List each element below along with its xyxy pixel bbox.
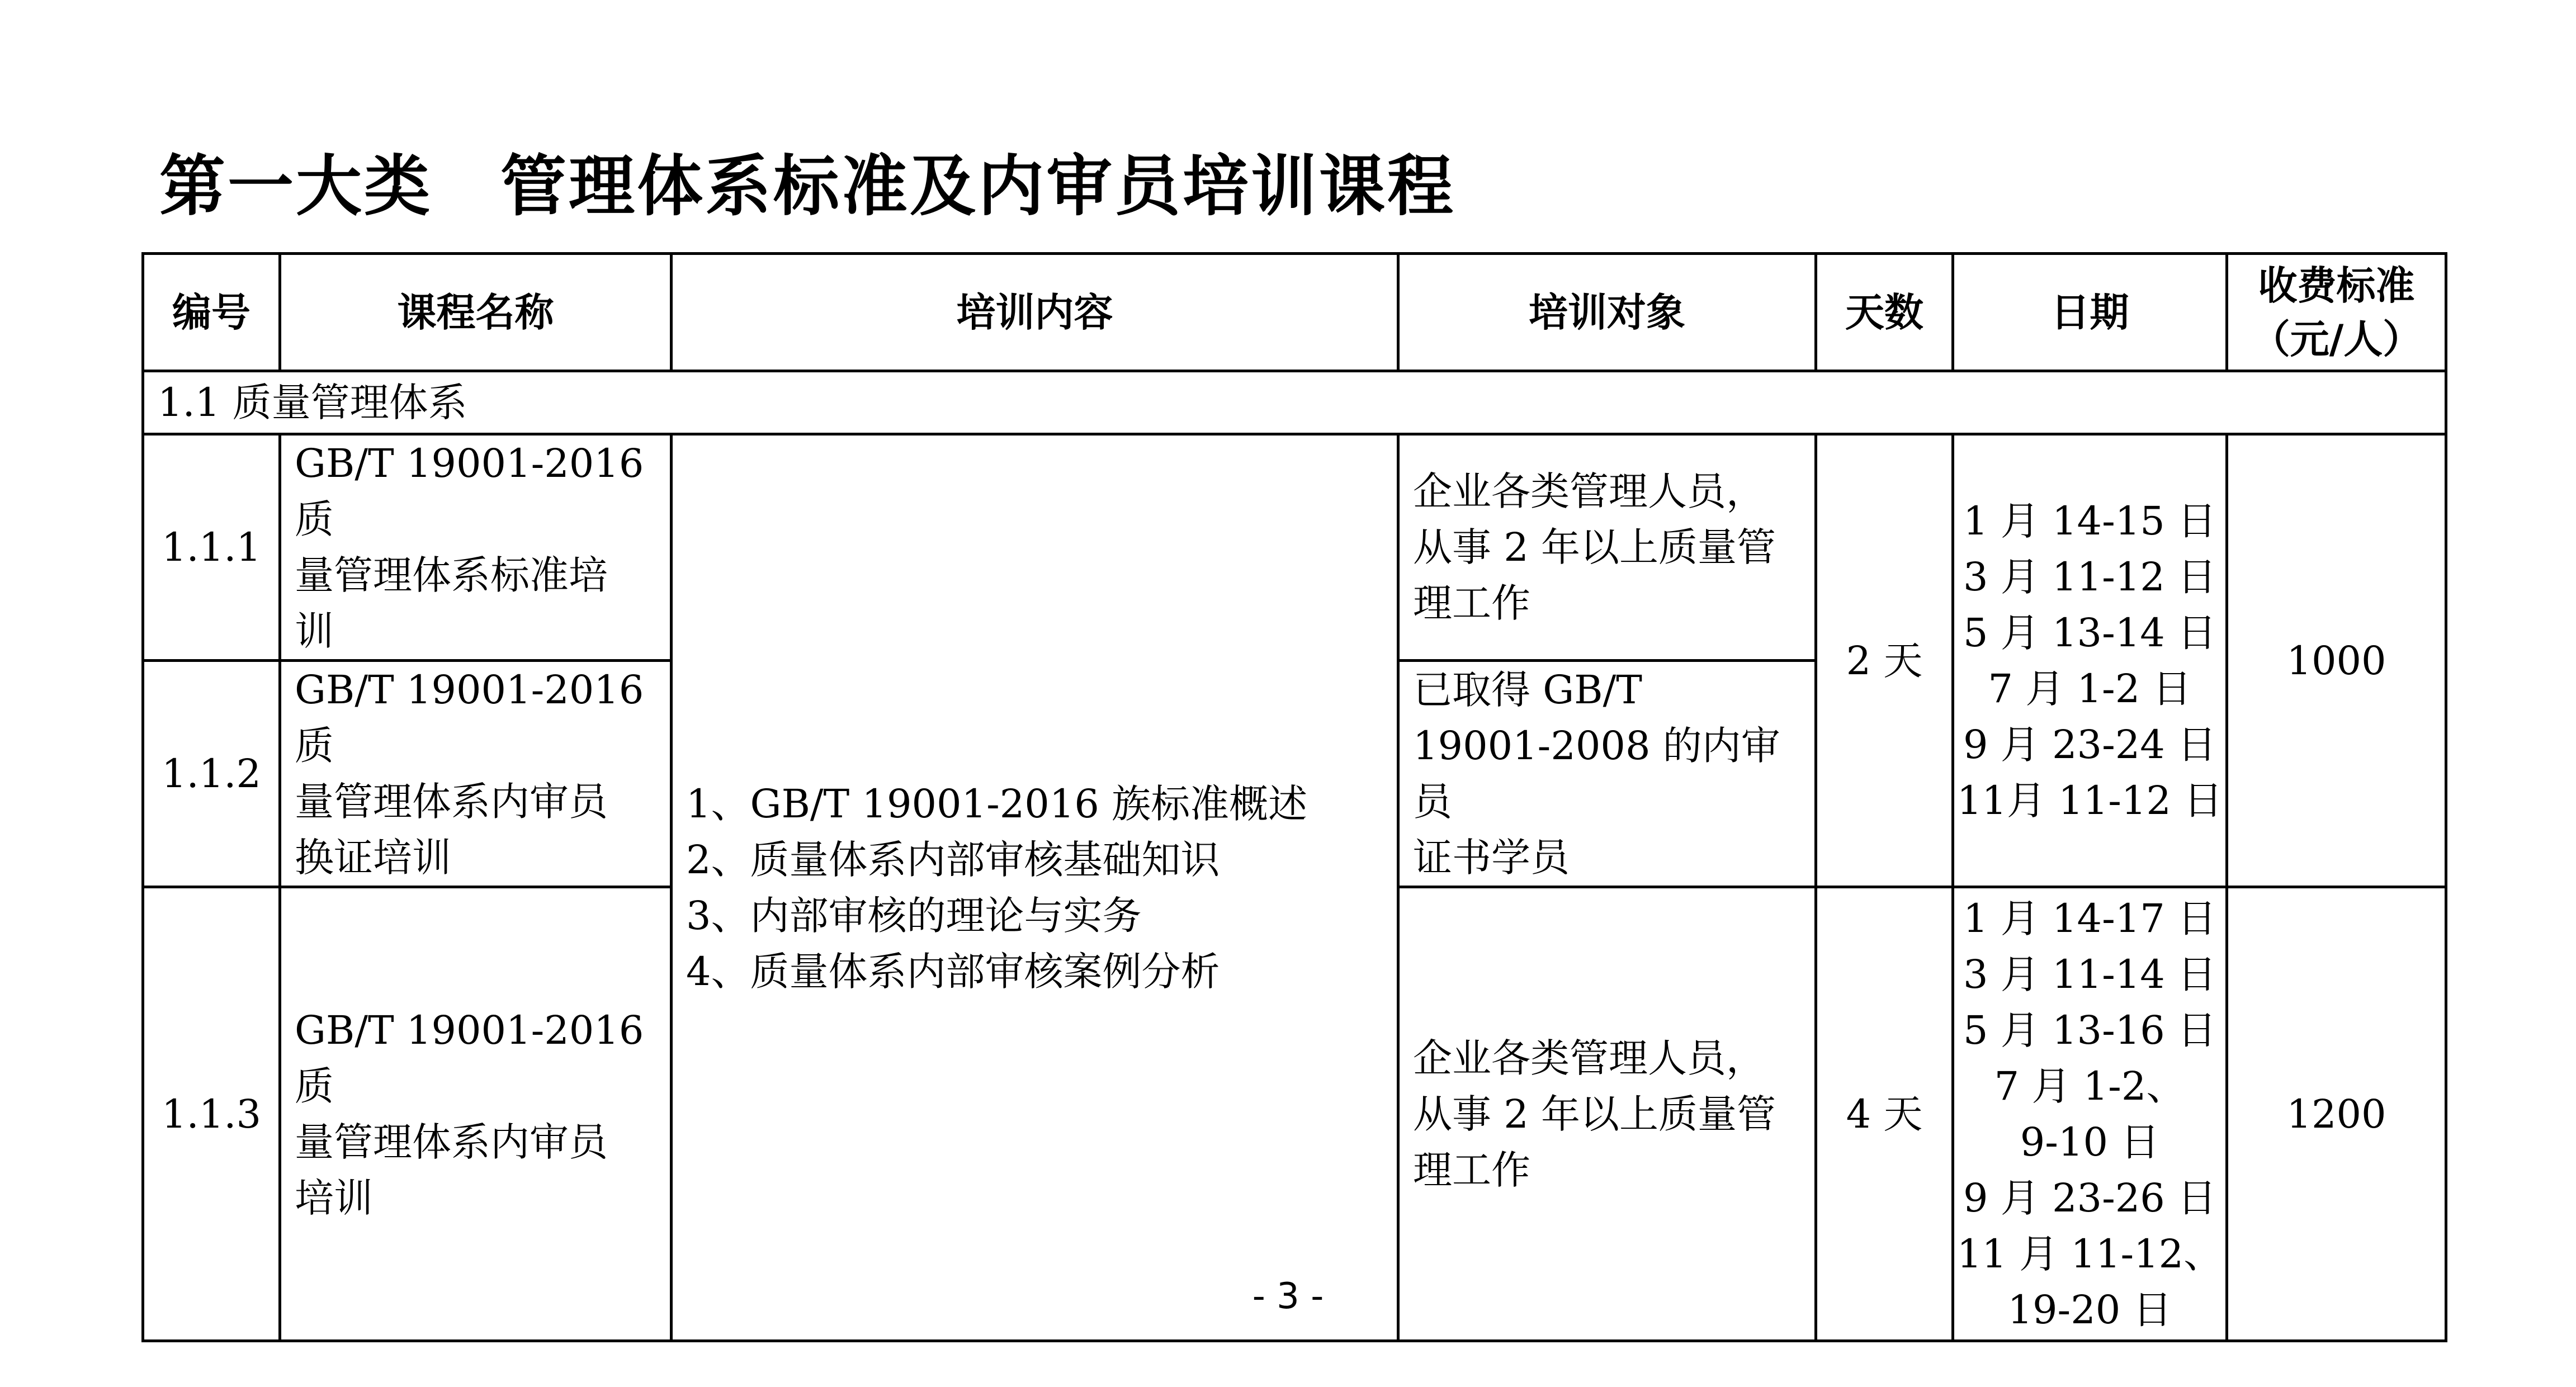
training-dates: 1 月 14-17 日 3 月 11-14 日 5 月 13-16 日 7 月 1-2、 9-10 日 9 月 23-26 日 11 月 11-12、 19-20 日	[1953, 887, 2227, 1341]
header-no: 编号	[143, 254, 280, 371]
training-audience: 已取得 GB/T 19001-2008 的内审员 证书学员	[1398, 661, 1816, 887]
header-course: 课程名称	[280, 254, 672, 371]
table-row	[143, 434, 2446, 661]
training-dates: 1 月 14-15 日 3 月 11-12 日 5 月 13-14 日 7 月 1-2 日 9 月 23-24 日 11月 11-12 日	[1953, 434, 2227, 887]
section-row	[143, 371, 2446, 434]
training-content: 1、GB/T 19001-2016 族标准概述 2、质量体系内部审核基础知识 3、内部审核的理论与实务 4、质量体系内部审核案例分析	[672, 434, 1398, 1341]
course-no: 1.1.3	[143, 887, 280, 1341]
course-no: 1.1.2	[143, 661, 280, 887]
header-days: 天数	[1816, 254, 1953, 371]
header-audience: 培训对象	[1398, 254, 1816, 371]
course-name: GB/T 19001-2016 质 量管理体系内审员 换证培训	[280, 661, 672, 887]
training-audience: 企业各类管理人员， 从事 2 年以上质量管 理工作	[1398, 887, 1816, 1341]
training-days: 2 天	[1816, 434, 1953, 887]
course-table	[141, 252, 2447, 1342]
section-title: 1.1 质量管理体系	[143, 371, 2446, 434]
course-name: GB/T 19001-2016 质 量管理体系内审员 培训	[280, 887, 672, 1341]
header-dates: 日期	[1953, 254, 2227, 371]
header-fee: 收费标准 （元/人）	[2227, 254, 2446, 371]
page-title: 第一大类 管理体系标准及内审员培训课程	[159, 148, 1456, 225]
course-no: 1.1.1	[143, 434, 280, 661]
training-fee: 1200	[2227, 887, 2446, 1341]
training-days: 4 天	[1816, 887, 1953, 1341]
header-content: 培训内容	[672, 254, 1398, 371]
header-row	[143, 254, 2446, 371]
training-fee: 1000	[2227, 434, 2446, 887]
page-number: - 3 -	[1252, 1276, 1324, 1317]
training-audience: 企业各类管理人员， 从事 2 年以上质量管 理工作	[1398, 434, 1816, 661]
course-name: GB/T 19001-2016 质 量管理体系标准培 训	[280, 434, 672, 661]
